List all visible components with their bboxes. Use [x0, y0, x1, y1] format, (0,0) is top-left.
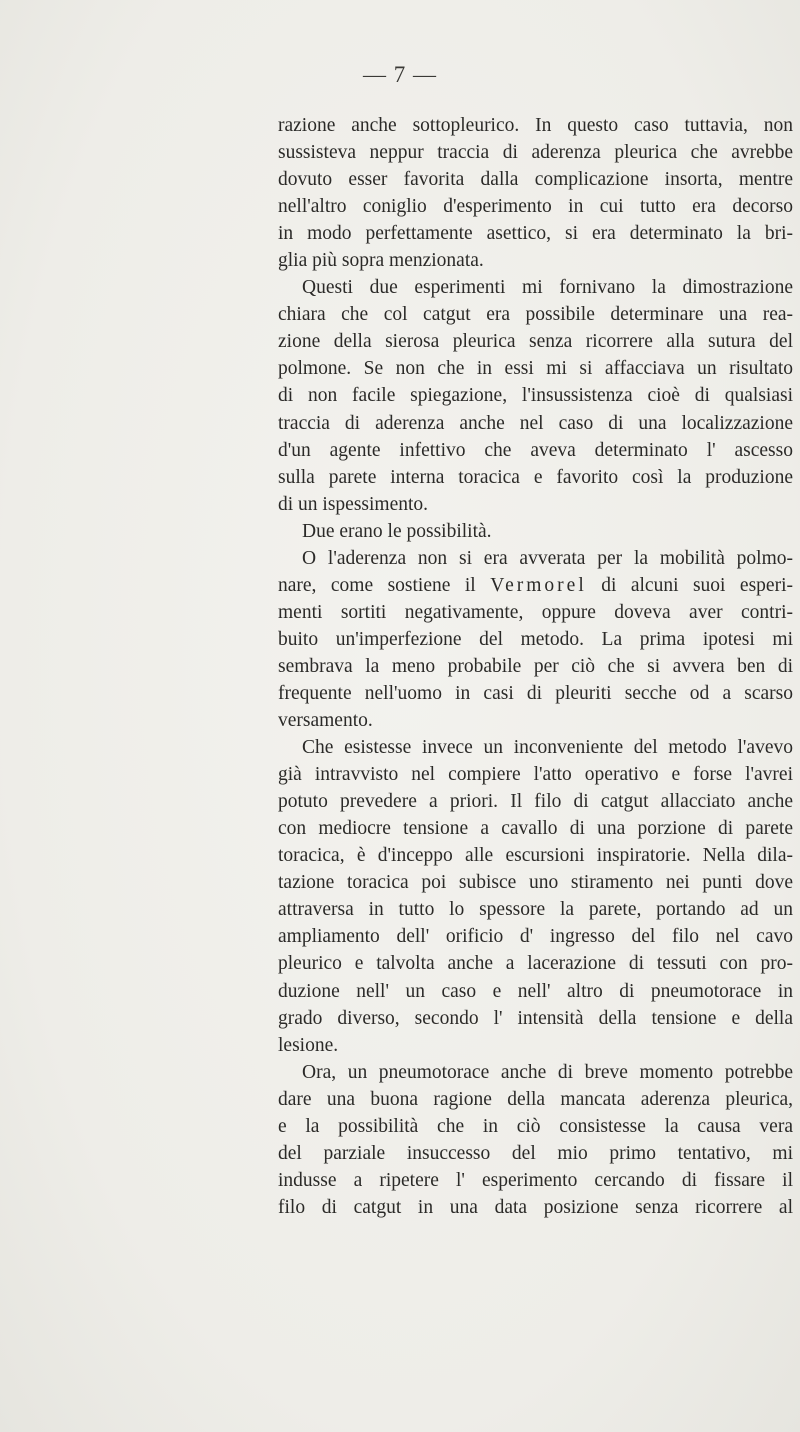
text-line: buito un'imperfezione del metodo. La prima ipotesi mi — [278, 628, 793, 650]
text-line: sembrava la meno probabile per ciò che si avvera ben di — [278, 655, 793, 677]
text-line: menti sortiti negativamente, oppure doveva aver contri- — [278, 601, 793, 623]
text-line: filo di catgut in una data posizione senza ricorrere al — [278, 1196, 793, 1218]
text-line: ampliamento dell' orificio d' ingresso del filo nel cavo — [278, 926, 793, 948]
text-line: lesione. — [278, 1034, 339, 1056]
text-line: traccia di aderenza anche nel caso di una localizzazione — [278, 412, 793, 434]
text-line: e la possibilità che in ciò consistesse la causa vera — [278, 1115, 793, 1137]
text-line: tazione toracica poi subisce uno stiramento nei punti dove — [278, 872, 793, 894]
text-line: d'un agente infettivo che aveva determinato l' ascesso — [278, 439, 793, 461]
text-line: Due erano le possibilità. — [302, 520, 492, 542]
text-line: glia più sopra menzionata. — [278, 250, 484, 272]
text-line: pleurico e talvolta anche a lacerazione di tessuti con pro- — [278, 953, 793, 975]
text-line: polmone. Se non che in essi mi si affacciava un risultato — [278, 358, 793, 380]
page-number: — 7 — — [363, 62, 437, 87]
text-line: nare, come sostiene il Vermorel di alcuni suoi esperi- — [278, 574, 793, 596]
text-line: razione anche sottopleurico. In questo caso tuttavia, non — [278, 115, 793, 136]
text-line: nell'altro coniglio d'esperimento in cui tutto era decorso — [278, 196, 793, 218]
text-line: Che esistesse invece un inconveniente del metodo l'avevo — [302, 737, 793, 759]
text-line: dovuto esser favorita dalla complicazione insorta, mentre — [278, 169, 793, 191]
text-line: dare una buona ragione della mancata aderenza pleurica, — [278, 1088, 793, 1110]
text-line: potuto prevedere a priori. Il filo di catgut allacciato anche — [278, 791, 793, 813]
text-line: indusse a ripetere l' esperimento cercando di fissare il — [278, 1169, 793, 1191]
text-line: toracica, è d'inceppo alle escursioni inspiratorie. Nella dila- — [278, 845, 793, 867]
text-line: sussisteva neppur traccia di aderenza pleurica che avrebbe — [278, 142, 793, 164]
text-line: di un ispessimento. — [278, 493, 429, 515]
text-line: Ora, un pneumotorace anche di breve momento potrebbe — [302, 1061, 793, 1083]
text-line: con mediocre tensione a cavallo di una porzione di parete — [278, 818, 793, 840]
text-line: versamento. — [278, 710, 373, 732]
text-line: di non facile spiegazione, l'insussistenza cioè di qualsiasi — [278, 385, 793, 407]
text-line: grado diverso, secondo l' intensità della tensione e della — [278, 1007, 793, 1029]
text-line: duzione nell' un caso e nell' altro di pneumotorace in — [278, 980, 793, 1002]
text-line: Questi due esperimenti mi fornivano la dimostrazione — [302, 277, 793, 299]
text-line: zione della sierosa pleurica senza ricorrere alla sutura del — [278, 331, 793, 353]
text-line: attraversa in tutto lo spessore la parete, portando ad un — [278, 899, 793, 921]
author-name: Vermorel — [490, 574, 587, 596]
text-line: chiara che col catgut era possibile determinare una rea- — [278, 304, 793, 326]
text-line: in modo perfettamente asettico, si era determinato la bri- — [278, 223, 793, 245]
body-text — [278, 112, 793, 1221]
text-line: frequente nell'uomo in casi di pleuriti secche od a scarso — [278, 682, 793, 704]
text-line: del parziale insuccesso del mio primo tentativo, mi — [278, 1142, 793, 1164]
text-line: sulla parete interna toracica e favorito così la produzione — [278, 466, 793, 488]
text-line: già intravvisto nel compiere l'atto operativo e forse l'avrei — [278, 764, 793, 786]
text-line: O l'aderenza non si era avverata per la mobilità polmo- — [302, 547, 793, 569]
